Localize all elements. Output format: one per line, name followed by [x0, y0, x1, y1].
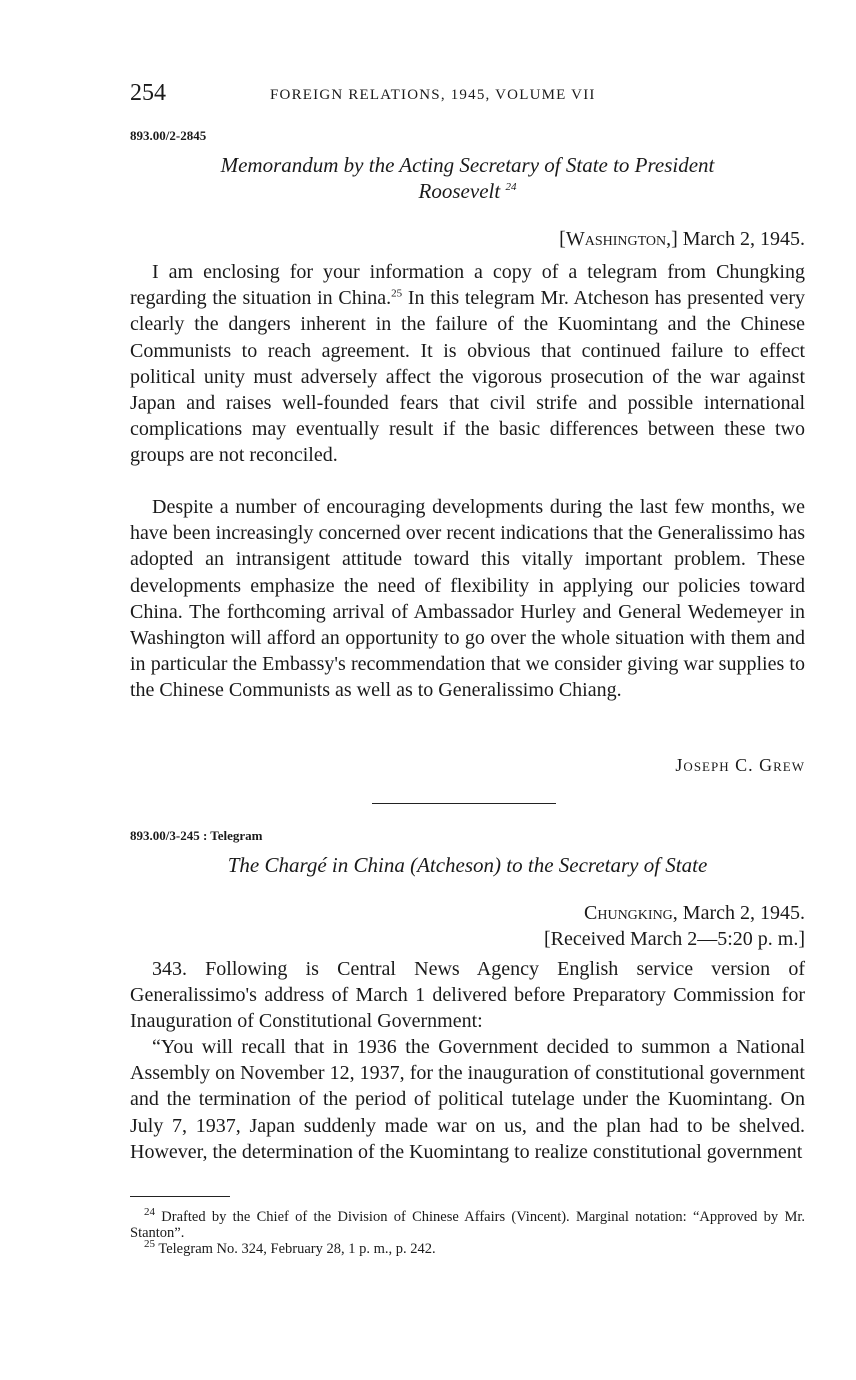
running-title: FOREIGN RELATIONS, 1945, VOLUME VII [270, 87, 596, 103]
page-number: 254 [130, 80, 166, 106]
footnote-mark: 24 [144, 1206, 155, 1219]
dateline-place: Chungking, [584, 902, 678, 924]
dateline-date: March 2, 1945. [682, 902, 805, 924]
signature: Joseph C. Grew [675, 755, 805, 775]
body-paragraph: 343. Following is Central News Agency English service version of Generalissimo's address of March 1 delivered before Preparatory Commission for Inauguration of Constitutional Government: [130, 958, 805, 1033]
footnote [130, 1238, 805, 1257]
footnotes [130, 1206, 806, 1257]
section-divider [372, 803, 556, 804]
paragraph-text: I am enclosing for your information a copy of a telegram from Chungking regarding the situation in China. [130, 261, 805, 310]
dateline-place: Washington, [565, 228, 672, 250]
page-header [130, 80, 805, 112]
dateline: [Washington,] March 2, 1945. [559, 228, 805, 250]
footnote-ref: 24 [505, 181, 517, 193]
footnote-text: Telegram No. 324, February 28, 1 p. m., p. 242. [158, 1241, 436, 1257]
title-line: Memorandum by the Acting Secretary of State to President [220, 153, 715, 177]
document-title: The Chargé in China (Atcheson) to the Secretary of State [227, 853, 708, 877]
dateline-date: March 2, 1945. [682, 228, 805, 250]
footnote [130, 1206, 806, 1241]
paragraph-text: In this telegram Mr. Atcheson has presented very clearly the dangers inherent in the failure of the Kuomintang and the Chinese Communists to reach agreement. It is obvious that continued failure to effect political unity must adversely affect the vigorous prosecution of the war against Japan and raises well-founded fears that civil strife and possible international complications may eventually result if the basic differences between these two groups are not reconciled. [130, 287, 806, 467]
title-text: Roosevelt [418, 179, 501, 203]
footnote-divider [130, 1196, 230, 1197]
file-number: 893.00/2-2845 [130, 128, 207, 143]
document-title [130, 152, 805, 204]
title-line [130, 178, 805, 204]
body-paragraph [130, 259, 805, 469]
footnote-mark: 25 [144, 1238, 155, 1251]
footnote-ref: 25 [391, 287, 403, 300]
received-line: [Received March 2—5:20 p. m.] [543, 928, 805, 950]
file-number: 893.00/3-245 : Telegram [130, 828, 263, 843]
footnote-text: Drafted by the Chief of the Division of Chinese Affairs (Vincent). Marginal notation: “Approved by Mr. Stanton”. [130, 1209, 806, 1241]
body-paragraph: “You will recall that in 1936 the Government decided to summon a National Assembly on November 12, 1937, for the inauguration of constitutional government and the termination of the period of political tutelage under the Kuomintang. On July 7, 1937, Japan suddenly made war on us, and the plan had to be shelved. However, the determination of the Kuomintang to realize constitutional government [130, 1036, 805, 1163]
dateline [584, 902, 805, 925]
body-paragraph: Despite a number of encouraging developments during the last few months, we have been increasingly concerned over recent indications that the Generalissimo has adopted an intransigent attitude toward this vitally important problem. These developments emphasize the need of flexibility in applying our policies toward China. The forthcoming arrival of Ambassador Hurley and General Wedemeyer in Washington will afford an opportunity to go over the whole situation with them and in particular the Embassy's recommendation that we consider giving war supplies to the Chinese Communists as well as to Generalissimo Chiang. [130, 496, 805, 702]
